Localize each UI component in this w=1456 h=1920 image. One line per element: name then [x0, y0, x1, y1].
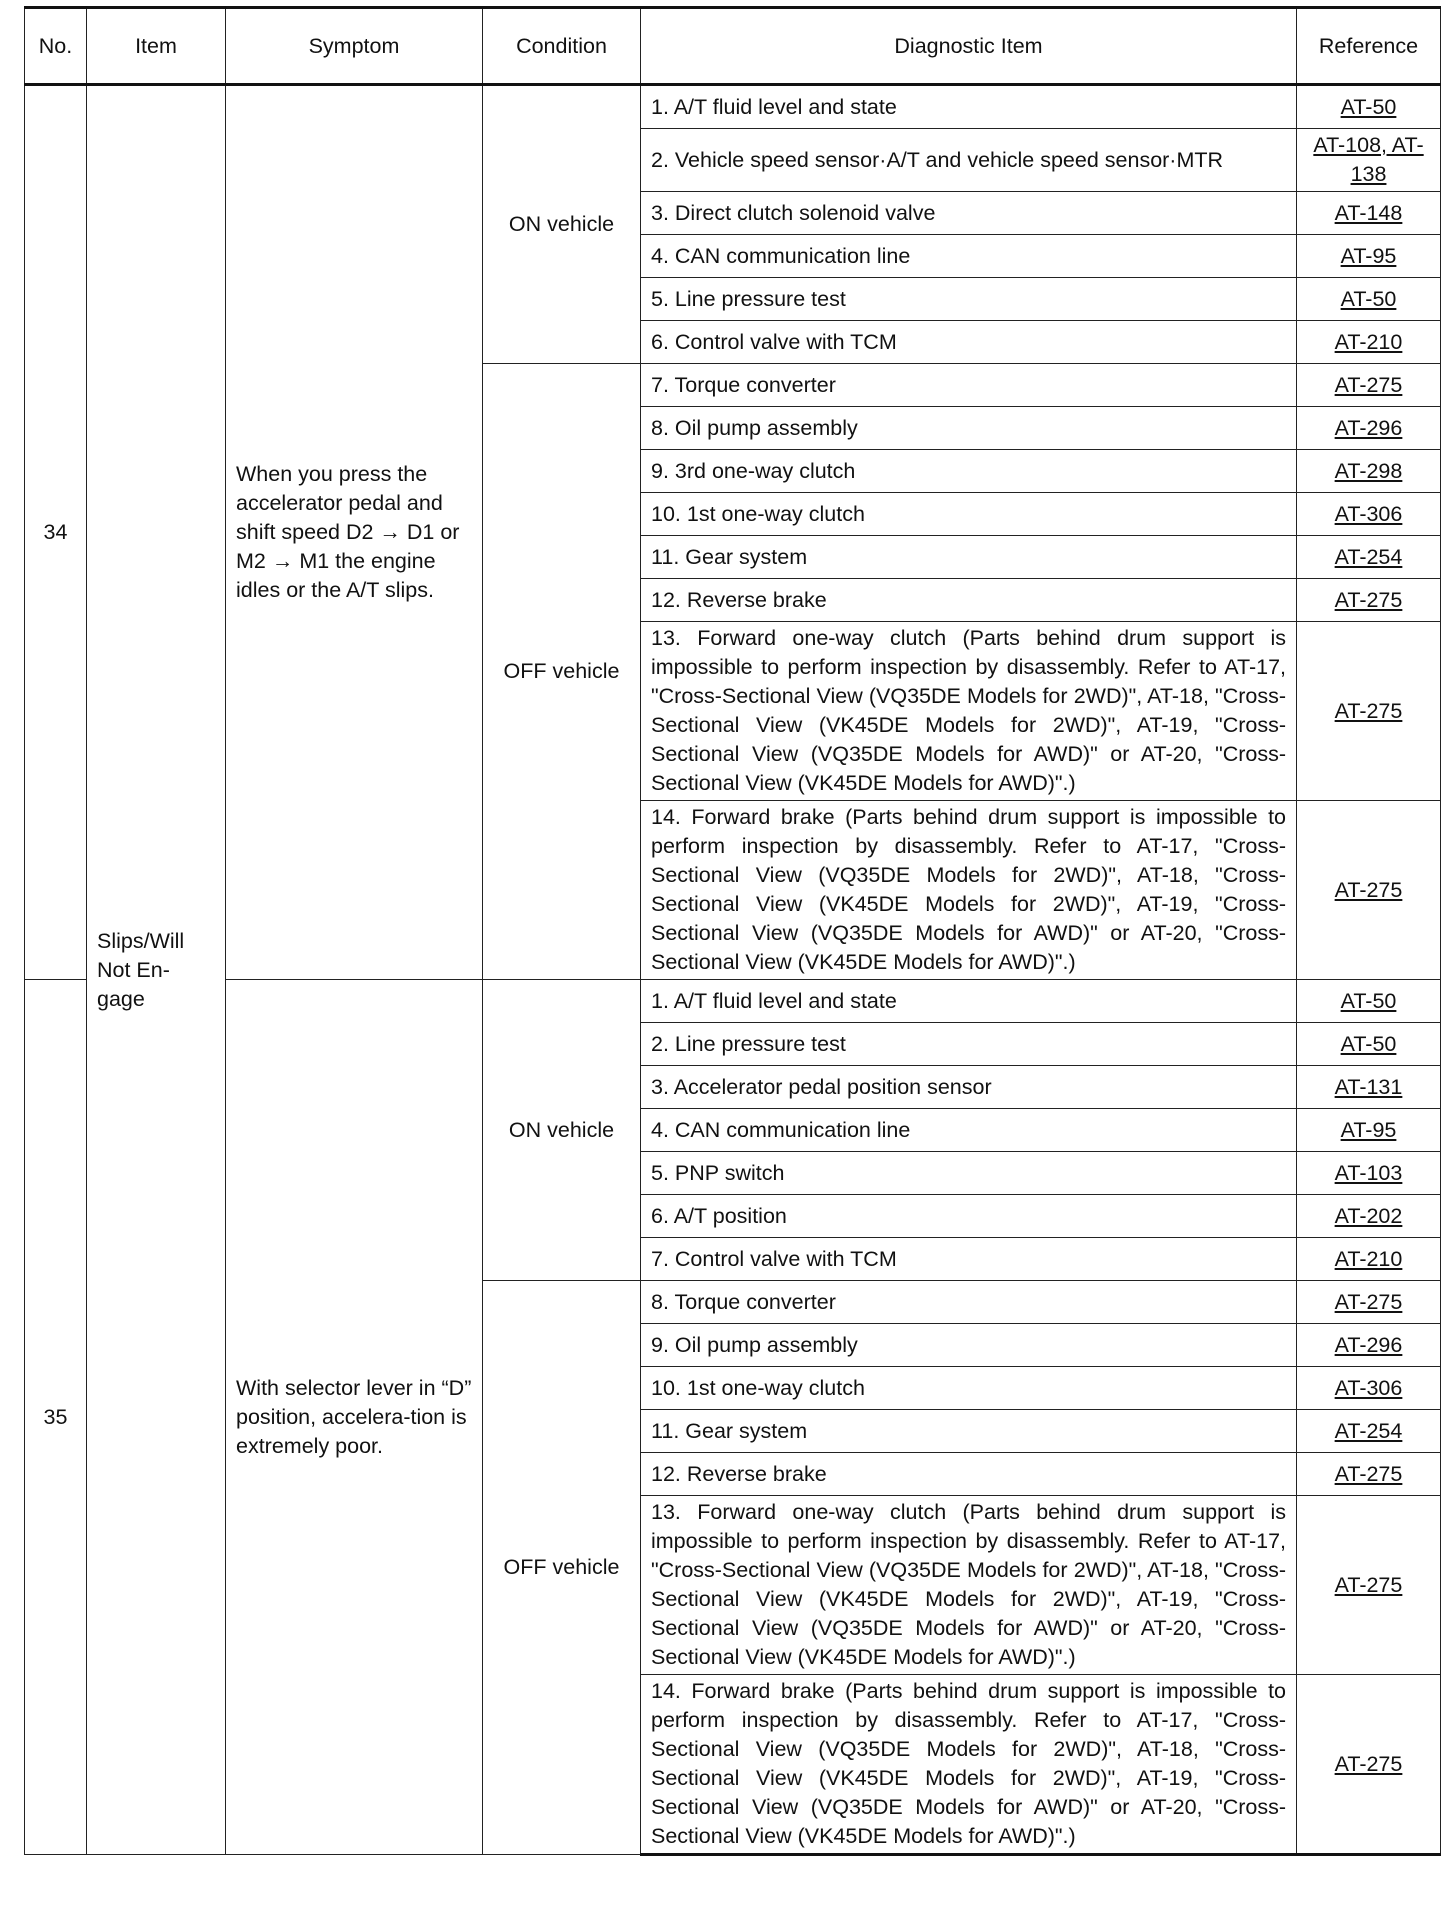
- diagnostic-item: 9. 3rd one-way clutch: [641, 450, 1297, 493]
- diagnostic-item: 11. Gear system: [641, 1410, 1297, 1453]
- diagnostic-item: 5. PNP switch: [641, 1152, 1297, 1195]
- diagnostic-item: 2. Line pressure test: [641, 1023, 1297, 1066]
- reference-cell: [1297, 1324, 1441, 1367]
- reference-cell: [1297, 278, 1441, 321]
- reference-link[interactable]: AT-275: [1334, 698, 1403, 723]
- reference-link[interactable]: AT-254: [1334, 544, 1403, 569]
- symptom-cell: With selector lever in “D” position, accelera-tion is extremely poor.: [226, 980, 483, 1855]
- condition-off-vehicle: OFF vehicle: [483, 1281, 641, 1855]
- reference-link[interactable]: AT-275: [1334, 1572, 1403, 1597]
- reference-cell: [1297, 192, 1441, 235]
- reference-cell: [1297, 85, 1441, 129]
- diagnosis-table: [24, 6, 1441, 1856]
- reference-link[interactable]: AT-275: [1334, 877, 1403, 902]
- reference-cell: [1297, 579, 1441, 622]
- reference-link[interactable]: AT-275: [1334, 1461, 1403, 1486]
- diagnostic-item: 11. Gear system: [641, 536, 1297, 579]
- document-page: [24, 6, 1440, 1856]
- diagnostic-item: 5. Line pressure test: [641, 278, 1297, 321]
- diagnostic-item: 4. CAN communication line: [641, 235, 1297, 278]
- reference-cell: [1297, 407, 1441, 450]
- header-condition: Condition: [483, 8, 641, 85]
- header-item: Item: [87, 8, 226, 85]
- reference-link[interactable]: AT-210: [1334, 1246, 1403, 1271]
- reference-link[interactable]: AT-275: [1334, 1751, 1403, 1776]
- reference-cell: [1297, 129, 1441, 192]
- reference-link[interactable]: AT-275: [1334, 587, 1403, 612]
- diagnostic-item: 8. Oil pump assembly: [641, 407, 1297, 450]
- table-row: [25, 980, 1441, 1023]
- diagnostic-item: 10. 1st one-way clutch: [641, 1367, 1297, 1410]
- symptom-cell: When you press the accelerator pedal and shift speed D2 → D1 or M2 → M1 the engine idles or the A/T slips.: [226, 85, 483, 980]
- reference-link[interactable]: AT-202: [1334, 1203, 1403, 1228]
- item-cell: Slips/Will Not En-gage: [87, 85, 226, 1855]
- diagnostic-item: 2. Vehicle speed sensor·A/T and vehicle speed sensor·MTR: [641, 129, 1297, 192]
- reference-cell: [1297, 1281, 1441, 1324]
- diagnostic-item: 13. Forward one-way clutch (Parts behind drum support is impossible to perform inspection by disassembly. Refer to AT-17, "Cross-Sectional View (VQ35DE Models for 2WD)", AT-18, "Cross-Sectional View (VK45DE Models for 2WD)", AT-19, "Cross-Sectional View (VQ35DE Models for AWD)" or AT-20, "Cross-Sectional View (VK45DE Models for AWD)".): [641, 622, 1297, 801]
- condition-on-vehicle: ON vehicle: [483, 85, 641, 364]
- reference-cell: [1297, 493, 1441, 536]
- reference-link[interactable]: AT-275: [1334, 372, 1403, 397]
- reference-cell: [1297, 364, 1441, 407]
- reference-cell: [1297, 321, 1441, 364]
- diagnostic-item: 3. Accelerator pedal position sensor: [641, 1066, 1297, 1109]
- diagnostic-item: 13. Forward one-way clutch (Parts behind drum support is impossible to perform inspection by disassembly. Refer to AT-17, "Cross-Sectional View (VQ35DE Models for 2WD)", AT-18, "Cross-Sectional View (VK45DE Models for 2WD)", AT-19, "Cross-Sectional View (VQ35DE Models for AWD)" or AT-20, "Cross-Sectional View (VK45DE Models for AWD)".): [641, 1496, 1297, 1675]
- reference-cell: [1297, 1675, 1441, 1855]
- reference-cell: [1297, 1410, 1441, 1453]
- condition-off-vehicle: OFF vehicle: [483, 364, 641, 980]
- diagnostic-item: 7. Torque converter: [641, 364, 1297, 407]
- diagnostic-item: 14. Forward brake (Parts behind drum support is impossible to perform inspection by disassembly. Refer to AT-17, "Cross-Sectional View (VQ35DE Models for 2WD)", AT-18, "Cross-Sectional View (VK45DE Models for 2WD)", AT-19, "Cross-Sectional View (VQ35DE Models for AWD)" or AT-20, "Cross-Sectional View (VK45DE Models for AWD)".): [641, 1675, 1297, 1855]
- reference-cell: [1297, 622, 1441, 801]
- reference-link[interactable]: AT-306: [1334, 1375, 1403, 1400]
- reference-cell: [1297, 536, 1441, 579]
- diagnostic-item: 1. A/T fluid level and state: [641, 980, 1297, 1023]
- reference-link[interactable]: AT-254: [1334, 1418, 1403, 1443]
- diagnostic-item: 14. Forward brake (Parts behind drum support is impossible to perform inspection by disassembly. Refer to AT-17, "Cross-Sectional View (VQ35DE Models for 2WD)", AT-18, "Cross-Sectional View (VK45DE Models for 2WD)", AT-19, "Cross-Sectional View (VQ35DE Models for AWD)" or AT-20, "Cross-Sectional View (VK45DE Models for AWD)".): [641, 801, 1297, 980]
- reference-cell: [1297, 1496, 1441, 1675]
- reference-link[interactable]: AT-210: [1334, 329, 1403, 354]
- reference-cell: [1297, 1109, 1441, 1152]
- reference-cell: [1297, 1453, 1441, 1496]
- reference-link[interactable]: AT-95: [1340, 243, 1397, 268]
- reference-cell: [1297, 1238, 1441, 1281]
- diagnostic-item: 6. A/T position: [641, 1195, 1297, 1238]
- reference-cell: [1297, 235, 1441, 278]
- reference-link[interactable]: AT-306: [1334, 501, 1403, 526]
- reference-link[interactable]: AT-50: [1340, 988, 1397, 1013]
- diagnostic-item: 8. Torque converter: [641, 1281, 1297, 1324]
- row-number: 34: [25, 85, 87, 980]
- reference-cell: [1297, 1066, 1441, 1109]
- diagnostic-item: 10. 1st one-way clutch: [641, 493, 1297, 536]
- reference-link[interactable]: AT-95: [1340, 1117, 1397, 1142]
- diagnostic-item: 4. CAN communication line: [641, 1109, 1297, 1152]
- reference-link[interactable]: AT-296: [1334, 1332, 1403, 1357]
- reference-cell: [1297, 801, 1441, 980]
- header-no: No.: [25, 8, 87, 85]
- reference-link[interactable]: AT-275: [1334, 1289, 1403, 1314]
- reference-link[interactable]: AT-50: [1340, 286, 1397, 311]
- reference-link[interactable]: AT-131: [1334, 1074, 1403, 1099]
- reference-cell: [1297, 1195, 1441, 1238]
- reference-cell: [1297, 980, 1441, 1023]
- header-reference: Reference: [1297, 8, 1441, 85]
- table-header-row: [25, 8, 1441, 85]
- diagnostic-item: 12. Reverse brake: [641, 1453, 1297, 1496]
- reference-cell: [1297, 1152, 1441, 1195]
- reference-cell: [1297, 1367, 1441, 1410]
- row-number: 35: [25, 980, 87, 1855]
- reference-link[interactable]: AT-296: [1334, 415, 1403, 440]
- reference-link[interactable]: AT-298: [1334, 458, 1403, 483]
- reference-link[interactable]: AT-148: [1334, 200, 1403, 225]
- reference-link[interactable]: AT-108, AT-138: [1313, 133, 1424, 186]
- diagnostic-item: 1. A/T fluid level and state: [641, 85, 1297, 129]
- diagnostic-item: 7. Control valve with TCM: [641, 1238, 1297, 1281]
- reference-link[interactable]: AT-50: [1340, 1031, 1397, 1056]
- reference-cell: [1297, 1023, 1441, 1066]
- reference-link[interactable]: AT-103: [1334, 1160, 1403, 1185]
- header-diagnostic-item: Diagnostic Item: [641, 8, 1297, 85]
- diagnostic-item: 6. Control valve with TCM: [641, 321, 1297, 364]
- reference-cell: [1297, 450, 1441, 493]
- table-row: [25, 85, 1441, 129]
- diagnostic-item: 3. Direct clutch solenoid valve: [641, 192, 1297, 235]
- diagnostic-item: 12. Reverse brake: [641, 579, 1297, 622]
- condition-on-vehicle: ON vehicle: [483, 980, 641, 1281]
- reference-link[interactable]: AT-50: [1340, 94, 1397, 119]
- header-symptom: Symptom: [226, 8, 483, 85]
- diagnostic-item: 9. Oil pump assembly: [641, 1324, 1297, 1367]
